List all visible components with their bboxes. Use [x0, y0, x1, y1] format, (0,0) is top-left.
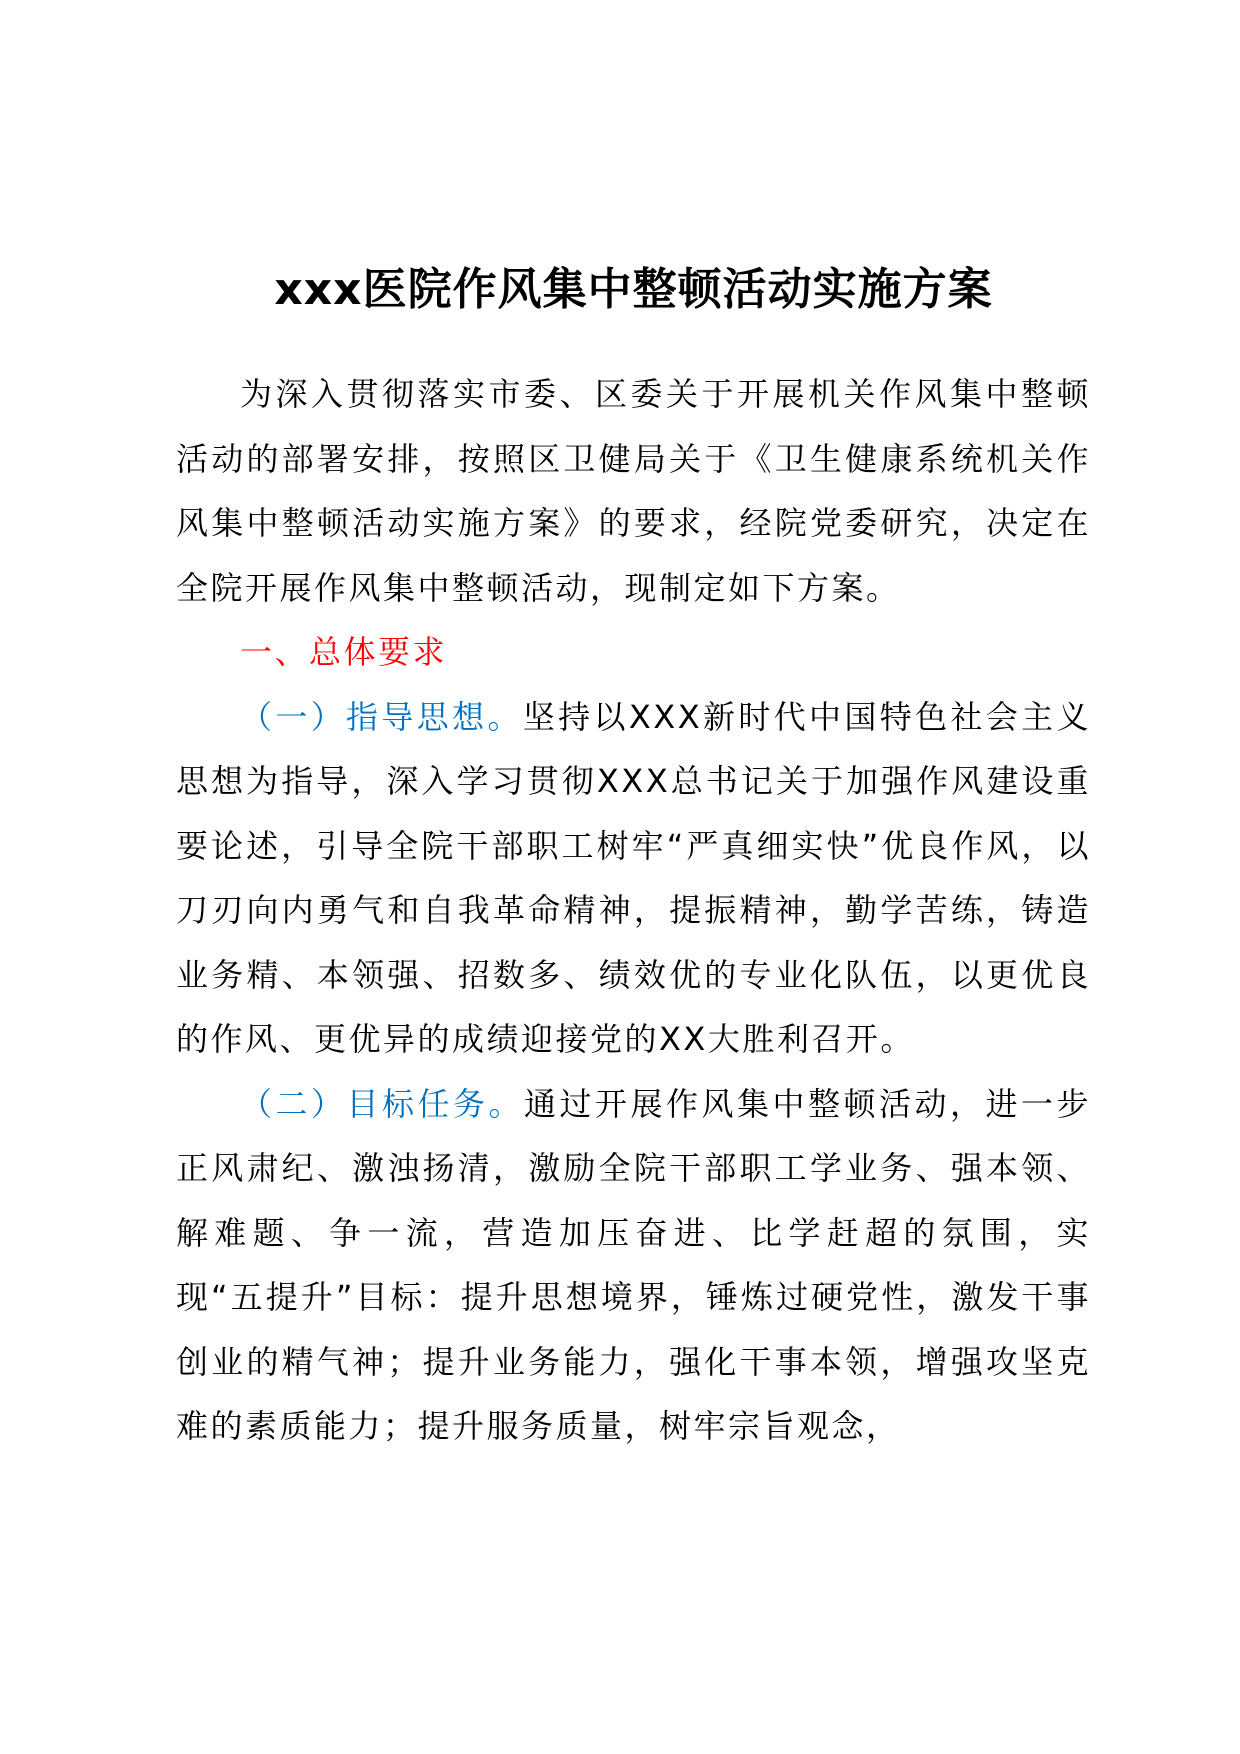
- goals-paragraph: [176, 1072, 1091, 1459]
- guiding-thought-body: 坚持以XXX新时代中国特色社会主义思想为指导，深入学习贯彻XXX总书记关于加强作风建设重要论述，引导全院干部职工树牢“严真细实快”优良作风，以刀刃向内勇气和自我革命精神，提振精神，勤学苦练，铸造业务精、本领强、招数多、绩效优的专业化队伍，以更优良的作风、更优异的成绩迎接党的XX大胜利召开。: [176, 697, 1091, 1058]
- goals-heading: （二）目标任务。: [240, 1084, 524, 1123]
- section-heading: 一、总体要求: [240, 633, 448, 671]
- intro-paragraph: 为深入贯彻落实市委、区委关于开展机关作风集中整顿活动的部署安排，按照区卫健局关于《卫生健康系统机关作风集中整顿活动实施方案》的要求，经院党委研究，决定在全院开展作风集中整顿活动，现制定如下方案。: [176, 375, 1091, 607]
- goals-body: 通过开展作风集中整顿活动，进一步正风肃纪、激浊扬清，激励全院干部职工学业务、强本领、解难题、争一流，营造加压奋进、比学赶超的氛围，实现“五提升”目标：提升思想境界，锤炼过硬党性，激发干事创业的精气神；提升业务能力，强化干事本领，增强攻坚克难的素质能力；提升服务质量，树牢宗旨观念，: [176, 1084, 1091, 1445]
- guiding-thought-heading: （一）指导思想。: [240, 697, 523, 736]
- guiding-thought-paragraph: [176, 685, 1091, 1072]
- document-title: xxx医院作风集中整顿活动实施方案: [274, 264, 993, 315]
- document-content: [176, 262, 1091, 1459]
